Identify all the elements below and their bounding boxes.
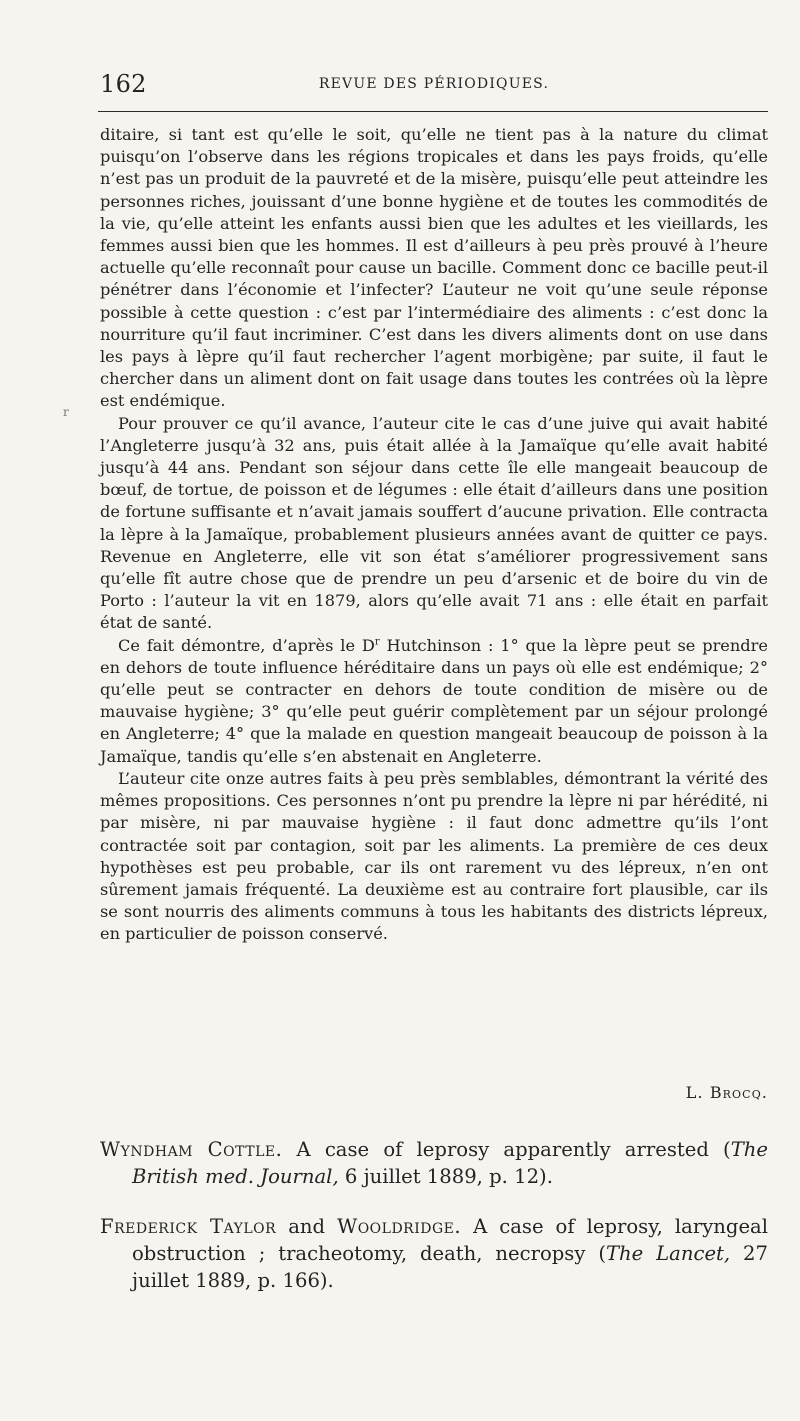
paragraph-4: L’auteur cite onze autres faits à peu près semblables, démontrant la vérité des mêmes propositions. Ces personnes n’ont pu prendre la lèpre ni par hérédité, ni par misère, ni par mauvaise hygiène : il faut donc admettre qu’ils l’ont contractée soit par contagion, soit par les aliments. La première de ces deux hypothèses est peu probable, car ils ont rarement vu des lépreux, n’en ont sûrement jamais fréquenté. La deuxième est au contraire fort plausible, car ils se sont nourris des aliments communs à tous les habitants des districts lépreux, en particulier de poisson conservé. xyxy=(100,768,768,944)
running-title: REVUE DES PÉRIODIQUES. xyxy=(318,76,550,92)
reference-title: A case of leprosy, laryngeal obstruction ; tracheotomy, death, necropsy ( xyxy=(132,1215,768,1265)
reference-entry xyxy=(100,1213,768,1294)
reference-date-page: 27 juillet 1889, p. 166). xyxy=(132,1242,768,1292)
doctor-abbreviation-superscript: r xyxy=(374,636,380,648)
journal-title: The British med. Journal, xyxy=(132,1138,768,1188)
page-number: 162 xyxy=(100,70,147,98)
paragraph-2: Pour prouver ce qu’il avance, l’auteur cite le cas d’une juive qui avait habité l’Angleterre jusqu’à 32 ans, puis était allée à la Jamaïque qu’elle avait habité jusqu’à 44 ans. Pendant son séjour dans cette île elle mangeait beaucoup de bœuf, de tortue, de poisson et de légumes : elle était d’ailleurs dans une position de fortune suffisante et n’avait jamais souffert d’aucune privation. Elle contracta la lèpre à la Jamaïque, probablement plusieurs années avant de quitter ce pays. Revenue en Angleterre, elle vit son état s’améliorer progressivement sans qu’elle fît autre chose que de prendre un peu d’arsenic et de boire du vin de Porto : l’auteur la vit en 1879, alors qu’elle avait 71 ans : elle était en parfait état de santé. xyxy=(100,413,768,633)
journal-title: The Lancet, xyxy=(605,1242,731,1265)
paragraph-3-end: Hutchinson : 1° que la lèpre peut se prendre en dehors de toute influence héréditaire dans un pays où elle est endémique; 2° qu’elle peut se contracter en dehors de toute condition de misère ou de mauvaise hygiène; 3° qu’elle peut guérir complètement par un séjour prolongé en Angleterre; 4° que la malade en question mangeait beaucoup de poisson à la Jamaïque, tandis qu’elle s’en abstenait en Angleterre. xyxy=(100,635,768,766)
reference-title: A case of leprosy apparently arrested ( xyxy=(282,1138,731,1161)
margin-mark: r xyxy=(63,405,69,419)
reference-coauthor: Wooldridge. xyxy=(337,1215,462,1238)
reference-entry xyxy=(100,1136,768,1190)
reference-author: Frederick Taylor xyxy=(100,1215,277,1238)
reference-date-page: 6 juillet 1889, p. 12). xyxy=(338,1165,553,1188)
page-header xyxy=(100,70,768,100)
paragraph-1: ditaire, si tant est qu’elle le soit, qu’elle ne tient pas à la nature du climat puisqu’on l’observe dans les régions tropicales et dans les pays froids, qu’elle n’est pas un produit de la pauvreté et de la misère, puisqu’elle peut atteindre les personnes riches, jouissant d’une bonne hygiène et de toutes les commodités de la vie, qu’elle atteint les enfants aussi bien que les adultes et les vieillards, les femmes aussi bien que les hommes. Il est d’ailleurs à peu près prouvé à l’heure actuelle qu’elle reconnaît pour cause un bacille. Comment donc ce bacille peut-il pénétrer dans l’économie et l’infecter? L’auteur ne voit qu’une seule réponse possible à cette question : c’est par l’intermédiaire des aliments : c’est donc la nourriture qu’il faut incriminer. C’est dans les divers aliments dont on use dans les pays à lèpre qu’il faut rechercher l’agent morbigène; par suite, il faut le chercher dans un aliment dont on fait usage dans toutes les contrées où la lèpre est endémique. xyxy=(100,125,768,411)
paragraph-3 xyxy=(100,635,768,768)
review-text xyxy=(100,124,768,946)
header-rule xyxy=(98,111,768,112)
paragraph-3-start: Ce fait démontre, d’après le D xyxy=(118,635,375,655)
author-connector: and xyxy=(276,1215,338,1238)
author-signature: L. Brocq. xyxy=(685,1083,768,1102)
reference-author: Wyndham Cottle. xyxy=(100,1138,283,1161)
